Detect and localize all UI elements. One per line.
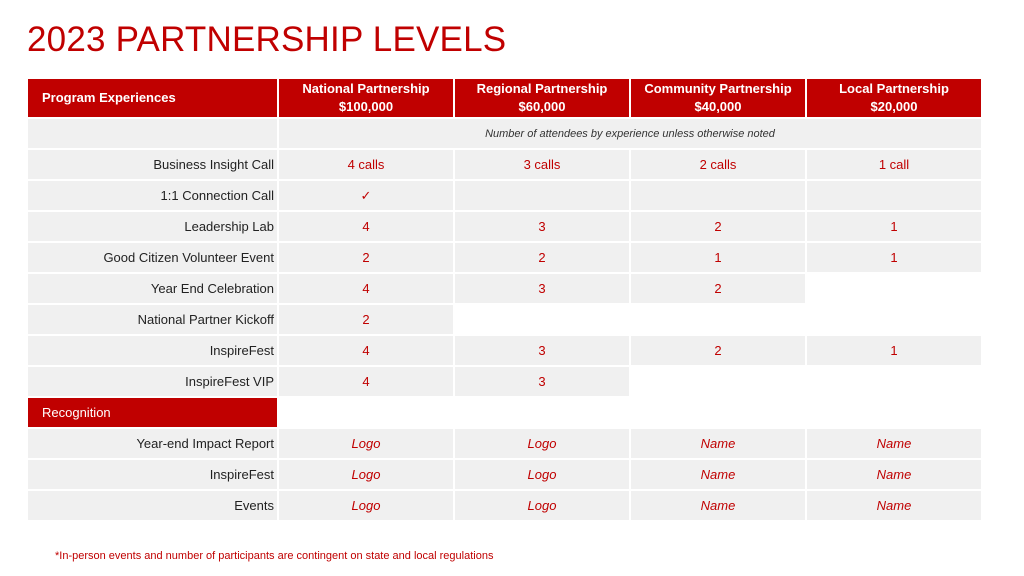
row-label: Events [28, 491, 277, 520]
row-label: 1:1 Connection Call [28, 181, 277, 210]
empty-cell [631, 305, 805, 334]
attendee-note: Number of attendees by experience unless otherwise noted [279, 119, 981, 148]
table-cell: 2 [631, 212, 805, 241]
note-spacer [28, 119, 277, 148]
empty-cell [455, 398, 629, 427]
header-program-experiences [28, 79, 277, 117]
table-cell: Logo [279, 429, 453, 458]
table-cell: 1 [631, 243, 805, 272]
table-cell: 3 [455, 274, 629, 303]
empty-cell [807, 367, 981, 396]
partnership-table [28, 79, 982, 520]
table-cell: 1 [807, 336, 981, 365]
row-label: Leadership Lab [28, 212, 277, 241]
tier-name: Community Partnership [644, 81, 792, 96]
header-tier-national [279, 79, 453, 117]
empty-cell [807, 398, 981, 427]
table-cell: Name [631, 460, 805, 489]
table-cell: 4 [279, 274, 453, 303]
table-cell: Name [807, 491, 981, 520]
table-cell: Logo [279, 460, 453, 489]
table-cell: 3 [455, 336, 629, 365]
table-cell: Logo [455, 491, 629, 520]
empty-cell [631, 367, 805, 396]
table-cell: Name [807, 429, 981, 458]
empty-cell [279, 398, 453, 427]
table-cell [455, 181, 629, 210]
table-cell: 4 calls [279, 150, 453, 179]
empty-cell [631, 398, 805, 427]
table-cell: Name [631, 491, 805, 520]
table-cell: 1 [807, 212, 981, 241]
table-cell: Name [631, 429, 805, 458]
table-cell: 3 calls [455, 150, 629, 179]
table-cell: 2 [455, 243, 629, 272]
empty-cell [807, 305, 981, 334]
tier-price: $20,000 [870, 99, 918, 114]
checkmark-icon: ✓ [279, 181, 453, 210]
row-label: Good Citizen Volunteer Event [28, 243, 277, 272]
table-cell: 3 [455, 367, 629, 396]
table-cell: 2 [631, 336, 805, 365]
row-label: National Partner Kickoff [28, 305, 277, 334]
row-label: Year-end Impact Report [28, 429, 277, 458]
tier-price: $100,000 [338, 99, 394, 114]
row-label: InspireFest [28, 460, 277, 489]
table-cell: 2 calls [631, 150, 805, 179]
section-recognition: Recognition [28, 398, 277, 427]
table-cell [807, 181, 981, 210]
tier-name: Regional Partnership [476, 81, 608, 96]
table-cell: 2 [279, 243, 453, 272]
table-cell: 2 [631, 274, 805, 303]
empty-cell [807, 274, 981, 303]
table-cell: 4 [279, 336, 453, 365]
tier-price: $60,000 [518, 99, 566, 114]
table-cell: 1 [807, 243, 981, 272]
tier-price: $40,000 [694, 99, 742, 114]
table-cell: Logo [279, 491, 453, 520]
tier-name: Local Partnership [839, 81, 949, 96]
row-label: InspireFest VIP [28, 367, 277, 396]
header-tier-community [631, 79, 805, 117]
table-cell [631, 181, 805, 210]
header-tier-local [807, 79, 981, 117]
table-cell: Logo [455, 460, 629, 489]
table-cell: 3 [455, 212, 629, 241]
table-cell: 1 call [807, 150, 981, 179]
page-title: 2023 PARTNERSHIP LEVELS [27, 20, 507, 59]
row-label: Year End Celebration [28, 274, 277, 303]
row-label: Business Insight Call [28, 150, 277, 179]
table-cell: 4 [279, 212, 453, 241]
table-cell: 2 [279, 305, 453, 334]
table-cell: Logo [455, 429, 629, 458]
tier-name: National Partnership [302, 81, 430, 96]
row-label: InspireFest [28, 336, 277, 365]
header-first-label: Program Experiences [42, 90, 176, 105]
table-cell: 4 [279, 367, 453, 396]
footnote: *In-person events and number of participants are contingent on state and local regulations [55, 550, 494, 562]
table-cell: Name [807, 460, 981, 489]
empty-cell [455, 305, 629, 334]
header-tier-regional [455, 79, 629, 117]
